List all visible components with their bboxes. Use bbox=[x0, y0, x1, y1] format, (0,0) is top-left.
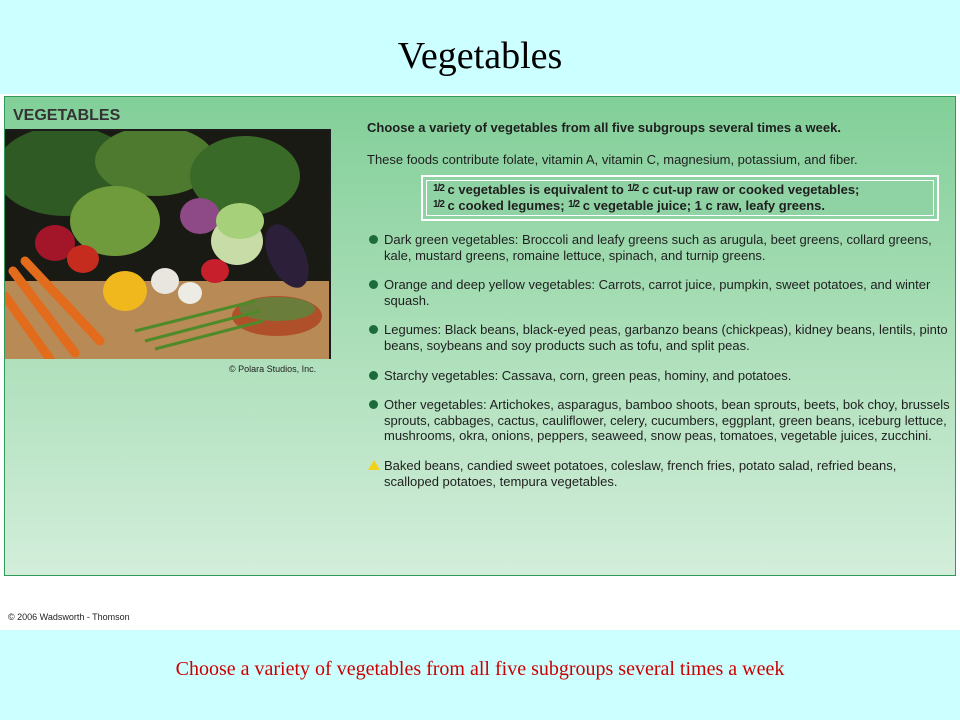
warning-triangle-icon bbox=[368, 460, 380, 470]
bullet-icon bbox=[369, 280, 378, 289]
slide-title: Vegetables bbox=[397, 35, 563, 77]
panel-heading: VEGETABLES bbox=[13, 107, 121, 124]
list-item bbox=[367, 232, 952, 263]
fraction-half: 1/2 bbox=[433, 199, 444, 210]
copyright: © 2006 Wadsworth - Thomson bbox=[8, 612, 130, 622]
equivalence-line-1 bbox=[433, 182, 859, 197]
slide-caption: Choose a variety of vegetables from all five subgroups several times a week bbox=[175, 658, 785, 680]
list-item bbox=[367, 458, 952, 489]
list-item bbox=[367, 322, 952, 353]
photo-credit: © Polara Studios, Inc. bbox=[229, 364, 317, 374]
list-item bbox=[367, 277, 952, 308]
vegetables-panel bbox=[4, 96, 956, 576]
fraction-half: 1/2 bbox=[627, 183, 639, 194]
vegetables-photo bbox=[5, 129, 331, 359]
list-item-text: Baked beans, candied sweet potatoes, coleslaw, french fries, potato salad, refried beans, scalloped potatoes, tempura vegetables. bbox=[384, 457, 897, 489]
list-item-text: Legumes: Black beans, black-eyed peas, garbanzo beans (chickpeas), kidney beans, lentils, pinto beans, soybeans and soy products such as tofu, and split peas. bbox=[384, 322, 948, 353]
fraction-half: 1/2 bbox=[433, 183, 444, 194]
list-item-text: Orange and deep yellow vegetables: Carrots, carrot juice, pumpkin, sweet potatoes, and winter squash. bbox=[384, 277, 931, 308]
lead-text: Choose a variety of vegetables from all five subgroups several times a week. bbox=[367, 120, 841, 135]
equivalence-text-2a: c cooked legumes; bbox=[443, 198, 569, 213]
list-item-text: Starchy vegetables: Cassava, corn, green peas, hominy, and potatoes. bbox=[384, 367, 792, 383]
list-item-text: Other vegetables: Artichokes, asparagus, bamboo shoots, bean sprouts, beets, bok choy, brussels sprouts, cabbages, cactus, cauliflower, celery, cucumbers, eggplant, green beans, iceburg lettuce, mushrooms, okra, onions, peppers, seaweed, snow peas, tomatoes, vegetable juices, zucchini. bbox=[384, 397, 950, 444]
bullet-icon bbox=[369, 371, 378, 380]
equivalence-line-2 bbox=[433, 198, 825, 213]
list-item bbox=[367, 397, 952, 444]
fraction-half: 1/2 bbox=[568, 199, 580, 210]
equivalence-text-2b: c vegetable juice; 1 c raw, leafy greens. bbox=[579, 198, 825, 213]
subgroup-list bbox=[367, 232, 952, 489]
list-item-text: Dark green vegetables: Broccoli and leafy greens such as arugula, beet greens, collard greens, kale, mustard greens, romaine lettuce, spinach, and turnip greens. bbox=[384, 232, 932, 263]
vegetables-photo-illustration bbox=[5, 131, 329, 359]
equivalence-box bbox=[421, 175, 939, 221]
equivalence-text-1a: c vegetables is equivalent to bbox=[443, 182, 628, 197]
bullet-icon bbox=[369, 400, 378, 409]
bullet-icon bbox=[369, 235, 378, 244]
intro-text: These foods contribute folate, vitamin A, vitamin C, magnesium, potassium, and fiber. bbox=[367, 152, 858, 167]
vegetables-figure bbox=[0, 94, 960, 630]
list-item bbox=[367, 368, 952, 384]
bullet-icon bbox=[369, 325, 378, 334]
equivalence-text-1b: c cut-up raw or cooked vegetables; bbox=[638, 182, 860, 197]
